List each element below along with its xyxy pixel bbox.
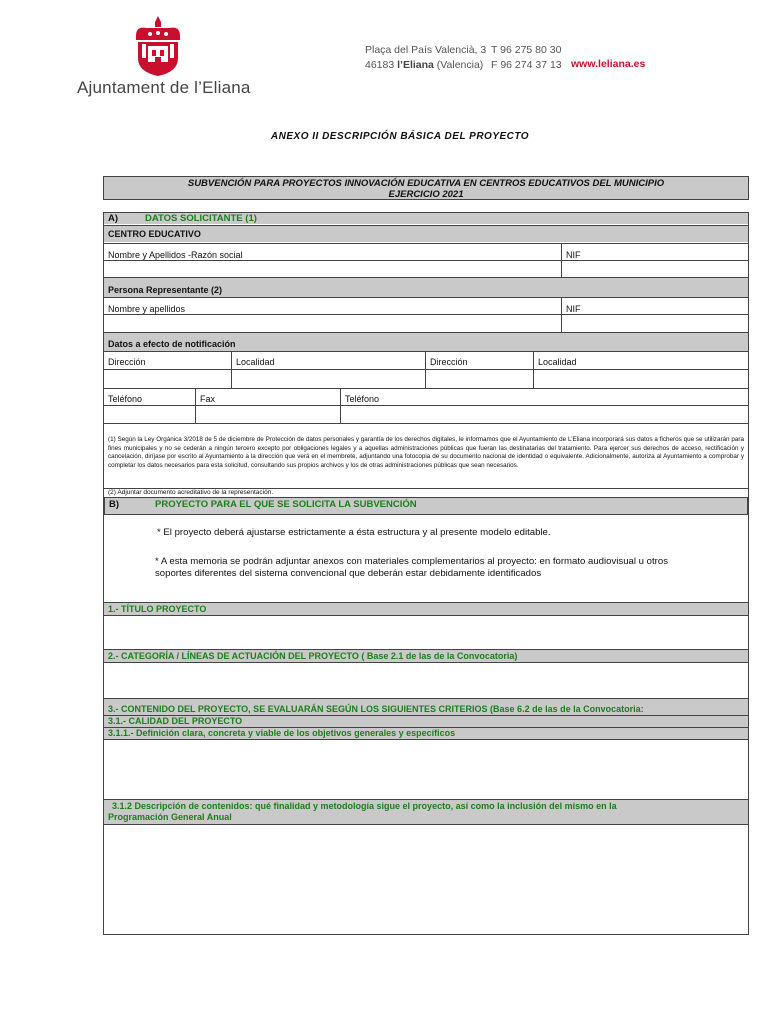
nombre-apellidos-field[interactable]	[104, 315, 561, 332]
localidad2-label: Localidad	[538, 357, 577, 367]
definicion-label: 3.1.1.- Definición clara, concreta y viable de los objetivos generales y específicos	[108, 728, 456, 738]
section-a-letter: A)	[108, 213, 119, 224]
nombre-apellidos-label: Nombre y apellidos	[108, 304, 186, 314]
address-block	[365, 43, 486, 73]
contenido-label: 3.- CONTENIDO DEL PROYECTO, SE EVALUARÁN SEGÚN LOS SIGUIENTES CRITERIOS (Base 6.2 de las de la Convocatoria:	[108, 704, 644, 714]
direccion-field[interactable]	[104, 370, 231, 388]
section-b-title: PROYECTO PARA EL QUE SE SOLICITA LA SUBVENCIÓN	[155, 499, 417, 510]
nif-label: NIF	[566, 250, 581, 260]
telefono2-label: Teléfono	[345, 394, 380, 404]
website-link[interactable]: www.leliana.es	[571, 58, 646, 70]
nif2-field[interactable]	[562, 315, 748, 332]
telefono-field[interactable]	[104, 406, 195, 423]
direccion2-field[interactable]	[426, 370, 533, 388]
fax-label: Fax	[200, 394, 216, 404]
telefono-label: Teléfono	[108, 394, 143, 404]
subsidy-banner	[103, 176, 749, 200]
banner-line-1: SUBVENCIÓN PARA PROYECTOS INNOVACIÓN EDUCATIVA EN CENTROS EDUCATIVOS DEL MUNICIPIO	[187, 178, 665, 189]
town-name: l’Eliana	[397, 59, 434, 71]
banner-line-2: EJERCICIO 2021	[388, 189, 464, 200]
categoria-field[interactable]	[104, 663, 748, 698]
data-protection-footnote: (1) Según la Ley Orgánica 3/2018 de 5 de diciembre de Protección de datos personales y garantía de los derechos digitales, le informamos que el Ayuntamiento de L’Eliana incorporará sus datos a ficheros que se utilizarán para fines municipales y no se cederán a ningún tercero excepto por obligaciones legales y a aquellas administraciones públicas que fueran las destinatarias del tratamiento. Para ejercer sus derechos de acceso, rectificación y cancelación, diríjase por escrito al Ayuntamiento a la dirección que verá en el membrete, adjuntando una fotocopia de su documento nacional de identidad o equivalente. Adicionalmente, autoriza al Ayuntamiento a comprobar y completar los datos necesarios para esta solicitud, consultando sus propios archivos y los de otras administraciones públicas que sean necesarios.	[108, 436, 744, 469]
direccion-label: Dirección	[108, 357, 146, 367]
nombre-razon-field[interactable]	[104, 261, 561, 277]
annex-note-line-2: soportes diferentes del sistema convencional que deberán estar debidamente identificados	[155, 568, 542, 579]
descripcion-line-2: Programación General Anual	[108, 812, 232, 822]
annex-note-line-1: * A esta memoria se podrán adjuntar anexos con materiales complementarios al proyecto: en formato audiovisual u otros	[155, 556, 669, 567]
representante-label: Persona Representante (2)	[108, 285, 223, 295]
descripcion-line-1: 3.1.2 Descripción de contenidos: qué finalidad y metodología sigue el proyecto, así como la inclusión del mismo en la	[112, 801, 617, 811]
section-a-title: DATOS SOLICITANTE (1)	[145, 213, 257, 224]
nombre-razon-label: Nombre y Apellidos -Razón social	[108, 250, 243, 260]
nif2-label: NIF	[566, 304, 581, 314]
representation-footnote: (2) Adjuntar documento acreditativo de la representación.	[108, 489, 274, 496]
titulo-field[interactable]	[104, 616, 748, 649]
phone-number: T 96 275 80 30	[491, 44, 562, 56]
titulo-label: 1.- TÍTULO PROYECTO	[108, 604, 207, 614]
fax-field[interactable]	[196, 406, 340, 423]
document-title: ANEXO II DESCRIPCIÓN BÁSICA DEL PROYECTO	[270, 131, 530, 142]
localidad2-field[interactable]	[534, 370, 748, 388]
localidad-label: Localidad	[236, 357, 275, 367]
descripcion-field[interactable]	[104, 825, 748, 934]
address-line-2: 46183 l’Eliana (Valencia)	[365, 59, 484, 71]
section-b-letter: B)	[109, 499, 120, 510]
descripcion-label	[108, 801, 617, 823]
fax-number: F 96 274 37 13	[491, 59, 562, 71]
annex-note	[155, 556, 668, 580]
notificacion-label: Datos a efecto de notificación	[108, 339, 236, 349]
localidad-field[interactable]	[232, 370, 425, 388]
contact-block	[491, 43, 562, 73]
telefono2-field[interactable]	[341, 406, 748, 423]
nif-field[interactable]	[562, 261, 748, 277]
centro-educativo-label: CENTRO EDUCATIVO	[108, 229, 201, 239]
org-name: Ajuntament de l’Eliana	[77, 78, 251, 97]
address-line-1: Plaça del País Valencià, 3	[365, 44, 487, 56]
categoria-label: 2.- CATEGORÍA / LÍNEAS DE ACTUACIÓN DEL PROYECTO ( Base 2.1 de las de la Convocatoria)	[108, 651, 518, 661]
definicion-field[interactable]	[104, 740, 748, 799]
municipal-crest-logo	[128, 14, 188, 78]
direccion2-label: Dirección	[430, 357, 468, 367]
calidad-label: 3.1.- CALIDAD DEL PROYECTO	[108, 716, 243, 726]
structure-note: * El proyecto deberá ajustarse estrictamente a ésta estructura y al presente modelo editable.	[157, 527, 551, 538]
